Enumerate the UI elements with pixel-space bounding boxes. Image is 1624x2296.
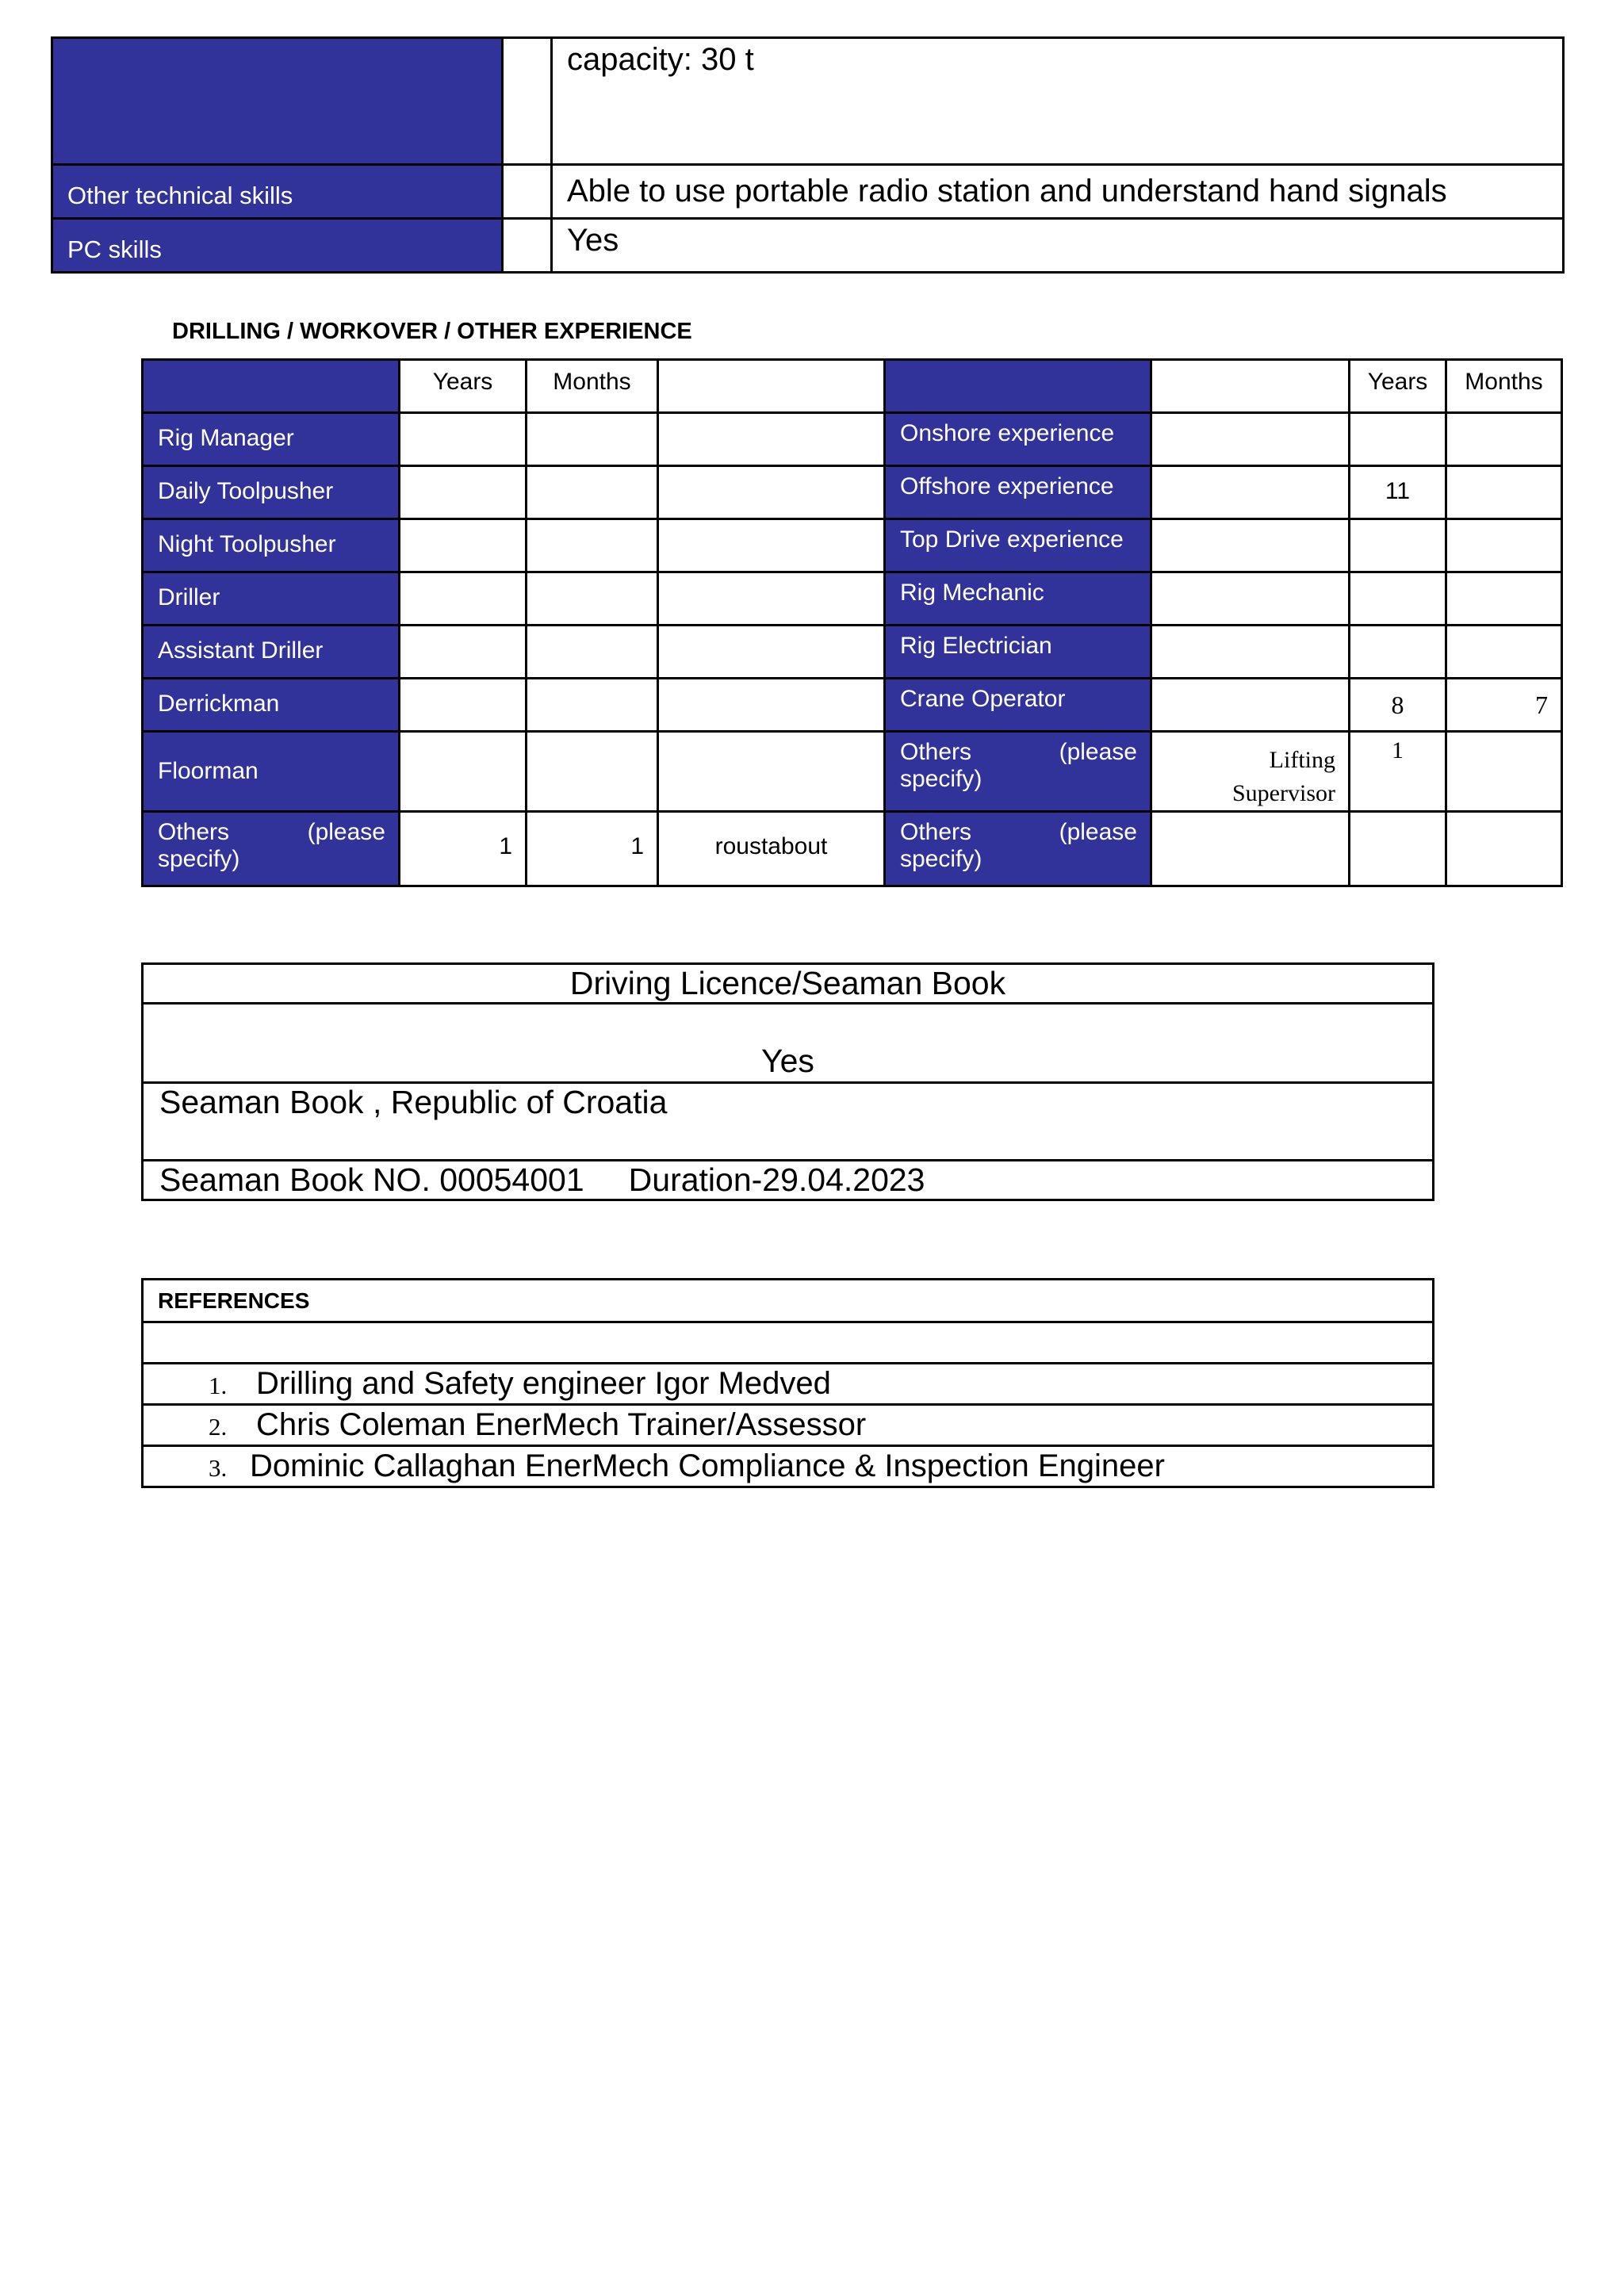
table-row — [143, 466, 1562, 519]
others-left-years: 1 — [400, 812, 527, 886]
reference-number: 2. — [209, 1413, 228, 1441]
licence-answer: Yes — [143, 1004, 1434, 1083]
assistant-driller-months — [527, 626, 658, 679]
reference-text: Dominic Callaghan EnerMech Compliance & Inspection Engineer — [250, 1448, 1165, 1483]
night-toolpusher-years — [400, 519, 527, 572]
top-drive-experience-years — [1350, 519, 1446, 572]
assistant-driller-note — [658, 626, 885, 679]
experience-heading: DRILLING / WORKOVER / OTHER EXPERIENCE — [172, 319, 692, 344]
skills-spacer-cell — [503, 219, 552, 273]
derrickman-months — [527, 679, 658, 732]
daily-toolpusher-note — [658, 466, 885, 519]
table-row — [143, 413, 1562, 466]
specify-word: specify) — [158, 846, 240, 872]
please-word: (please — [1059, 819, 1137, 845]
reference-item — [143, 1405, 1434, 1446]
floorman-label: Floorman — [143, 732, 400, 812]
rig-mechanic-label: Rig Mechanic — [885, 572, 1151, 626]
capacity-value: capacity: 30 t — [552, 38, 1564, 165]
reference-item — [143, 1446, 1434, 1487]
references-table — [141, 1278, 1434, 1488]
right-months-header: Months — [1446, 360, 1562, 413]
pc-skills-label: PC skills — [52, 219, 503, 273]
licence-table — [141, 962, 1434, 1201]
others-specify-label-right-1 — [885, 732, 1151, 812]
left-years-header: Years — [400, 360, 527, 413]
skills-spacer-cell — [503, 165, 552, 219]
driller-note — [658, 572, 885, 626]
left-months-header: Months — [527, 360, 658, 413]
left-header-blank — [143, 360, 400, 413]
right-years-header: Years — [1350, 360, 1446, 413]
derrickman-label: Derrickman — [143, 679, 400, 732]
table-row — [143, 812, 1562, 886]
rig-manager-note — [658, 413, 885, 466]
driller-years — [400, 572, 527, 626]
offshore-experience-note — [1151, 466, 1350, 519]
rig-electrician-label: Rig Electrician — [885, 626, 1151, 679]
others-left-note: roustabout — [658, 812, 885, 886]
skills-spacer-cell — [503, 38, 552, 165]
reference-text: Drilling and Safety engineer Igor Medved — [256, 1366, 831, 1401]
skills-table — [51, 36, 1565, 274]
specify-word: specify) — [900, 846, 982, 872]
licence-book-row — [143, 1161, 1434, 1200]
references-blank-row — [143, 1322, 1434, 1364]
driller-label: Driller — [143, 572, 400, 626]
top-drive-experience-note — [1151, 519, 1350, 572]
rig-manager-label: Rig Manager — [143, 413, 400, 466]
driller-months — [527, 572, 658, 626]
daily-toolpusher-months — [527, 466, 658, 519]
licence-title: Driving Licence/Seaman Book — [143, 964, 1434, 1004]
others-right-years — [1350, 812, 1446, 886]
seaman-book-duration: Duration-29.04.2023 — [628, 1161, 925, 1198]
floorman-years — [400, 732, 527, 812]
others-word: Others — [158, 819, 230, 845]
derrickman-years — [400, 679, 527, 732]
daily-toolpusher-label: Daily Toolpusher — [143, 466, 400, 519]
note-line-1: Lifting — [1269, 747, 1335, 773]
lifting-supervisor-note — [1151, 732, 1350, 812]
assistant-driller-label: Assistant Driller — [143, 626, 400, 679]
right-header-blank — [885, 360, 1151, 413]
table-row — [143, 626, 1562, 679]
others-word: Others — [900, 739, 972, 765]
others-specify-label-left — [143, 812, 400, 886]
skills-label-blank — [52, 38, 503, 165]
reference-item — [143, 1364, 1434, 1405]
crane-operator-note — [1151, 679, 1350, 732]
experience-header-row — [143, 360, 1562, 413]
note-line-2: Supervisor — [1232, 780, 1335, 806]
lifting-supervisor-months — [1446, 732, 1562, 812]
night-toolpusher-note — [658, 519, 885, 572]
rig-manager-years — [400, 413, 527, 466]
reference-number: 1. — [209, 1372, 228, 1399]
top-drive-experience-label: Top Drive experience — [885, 519, 1151, 572]
crane-operator-label: Crane Operator — [885, 679, 1151, 732]
onshore-experience-months — [1446, 413, 1562, 466]
licence-issuer: Seaman Book , Republic of Croatia — [143, 1083, 1434, 1161]
please-word: (please — [1059, 739, 1137, 765]
lifting-supervisor-years: 1 — [1350, 732, 1446, 812]
rig-electrician-years — [1350, 626, 1446, 679]
offshore-experience-years: 11 — [1350, 466, 1446, 519]
please-word: (please — [307, 819, 385, 845]
reference-text: Chris Coleman EnerMech Trainer/Assessor — [256, 1407, 867, 1442]
others-specify-label-right-2 — [885, 812, 1151, 886]
left-note-header — [658, 360, 885, 413]
onshore-experience-note — [1151, 413, 1350, 466]
night-toolpusher-label: Night Toolpusher — [143, 519, 400, 572]
rig-mechanic-note — [1151, 572, 1350, 626]
table-row — [143, 732, 1562, 812]
right-note-header — [1151, 360, 1350, 413]
offshore-experience-months — [1446, 466, 1562, 519]
others-word: Others — [900, 819, 972, 845]
table-row — [143, 679, 1562, 732]
rig-mechanic-years — [1350, 572, 1446, 626]
seaman-book-number: Seaman Book NO. 00054001 — [159, 1161, 584, 1198]
table-row — [143, 572, 1562, 626]
derrickman-note — [658, 679, 885, 732]
daily-toolpusher-years — [400, 466, 527, 519]
night-toolpusher-months — [527, 519, 658, 572]
reference-number: 3. — [209, 1454, 228, 1482]
other-technical-skills-value: Able to use portable radio station and understand hand signals — [552, 165, 1564, 219]
references-title: REFERENCES — [143, 1280, 1434, 1322]
offshore-experience-label: Offshore experience — [885, 466, 1151, 519]
floorman-months — [527, 732, 658, 812]
top-drive-experience-months — [1446, 519, 1562, 572]
others-right-note — [1151, 812, 1350, 886]
floorman-note — [658, 732, 885, 812]
onshore-experience-label: Onshore experience — [885, 413, 1151, 466]
other-technical-skills-label: Other technical skills — [52, 165, 503, 219]
table-row — [143, 519, 1562, 572]
specify-word: specify) — [900, 766, 982, 792]
crane-operator-years: 8 — [1350, 679, 1446, 732]
experience-table — [141, 358, 1563, 887]
assistant-driller-years — [400, 626, 527, 679]
crane-operator-months: 7 — [1446, 679, 1562, 732]
others-left-months: 1 — [527, 812, 658, 886]
rig-mechanic-months — [1446, 572, 1562, 626]
rig-manager-months — [527, 413, 658, 466]
pc-skills-value: Yes — [552, 219, 1564, 273]
rig-electrician-note — [1151, 626, 1350, 679]
others-right-months — [1446, 812, 1562, 886]
rig-electrician-months — [1446, 626, 1562, 679]
onshore-experience-years — [1350, 413, 1446, 466]
